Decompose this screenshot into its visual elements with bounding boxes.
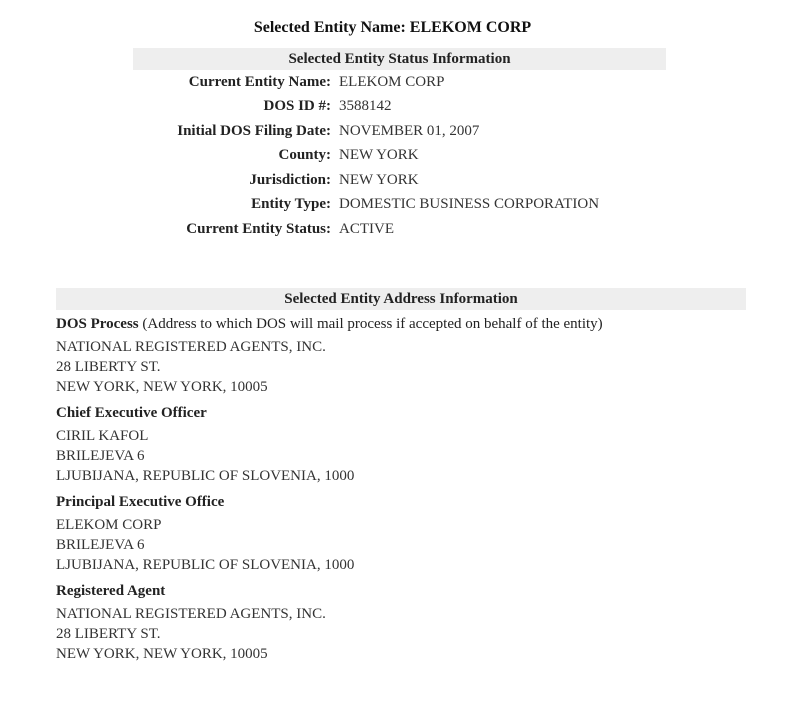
address-line: LJUBIJANA, REPUBLIC OF SLOVENIA, 1000 (56, 468, 355, 484)
dos-process-address (56, 336, 746, 399)
status-row-entity-type (133, 193, 599, 218)
status-value: NEW YORK (339, 171, 419, 188)
dos-process-note: (Address to which DOS will mail process if accepted on behalf of the entity) (142, 316, 603, 332)
status-label: DOS ID #: (263, 98, 331, 115)
ceo-address (56, 425, 746, 488)
status-label: Current Entity Name: (188, 73, 331, 90)
status-label: Current Entity Status: (186, 220, 331, 237)
status-value: 3588142 (339, 98, 392, 115)
status-row-jurisdiction (133, 168, 599, 193)
status-value: ACTIVE (339, 220, 394, 237)
status-table (133, 70, 599, 242)
address-section (56, 288, 746, 666)
status-value: NOVEMBER 01, 2007 (339, 122, 480, 139)
address-line: NATIONAL REGISTERED AGENTS, INC. (56, 339, 326, 355)
status-row-entity-status (133, 217, 599, 242)
status-section-header: Selected Entity Status Information (133, 48, 666, 70)
address-line: 28 LIBERTY ST. (56, 626, 161, 642)
address-line: CIRIL KAFOL (56, 428, 149, 444)
ceo-heading: Chief Executive Officer (56, 405, 207, 421)
address-line: NEW YORK, NEW YORK, 10005 (56, 646, 268, 662)
status-row-filing-date (133, 119, 599, 144)
registered-agent-heading: Registered Agent (56, 583, 166, 599)
address-section-header: Selected Entity Address Information (56, 288, 746, 310)
address-line: LJUBIJANA, REPUBLIC OF SLOVENIA, 1000 (56, 557, 355, 573)
status-value: ELEKOM CORP (339, 73, 445, 90)
status-section (133, 48, 666, 242)
page-title: Selected Entity Name: ELEKOM CORP (253, 19, 532, 36)
dos-process-title: DOS Process (56, 316, 139, 332)
registered-agent-address (56, 603, 746, 666)
status-value: DOMESTIC BUSINESS CORPORATION (339, 196, 600, 213)
principal-office-address (56, 514, 746, 577)
principal-office-heading: Principal Executive Office (56, 494, 225, 510)
address-line: NEW YORK, NEW YORK, 10005 (56, 379, 268, 395)
address-line: BRILEJEVA 6 (56, 537, 145, 553)
status-row-dos-id (133, 95, 599, 120)
address-line: NATIONAL REGISTERED AGENTS, INC. (56, 606, 326, 622)
status-row-current-entity-name (133, 70, 599, 95)
status-label: County: (278, 147, 331, 164)
address-line: 28 LIBERTY ST. (56, 359, 161, 375)
status-value: NEW YORK (339, 147, 419, 164)
address-line: BRILEJEVA 6 (56, 448, 145, 464)
address-line: ELEKOM CORP (56, 517, 162, 533)
dos-process-heading (56, 312, 746, 336)
status-label: Entity Type: (251, 196, 331, 213)
status-row-county (133, 144, 599, 169)
status-label: Jurisdiction: (249, 171, 331, 188)
status-label: Initial DOS Filing Date: (177, 122, 331, 139)
